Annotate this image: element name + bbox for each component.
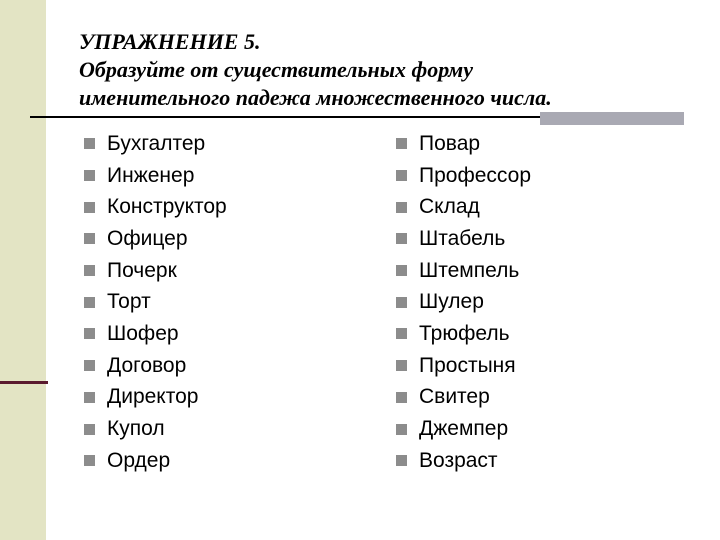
word: Профессор <box>419 163 532 187</box>
square-bullet-icon <box>396 233 407 244</box>
word: Купол <box>107 417 165 441</box>
list-item <box>84 128 227 160</box>
square-bullet-icon <box>396 138 407 149</box>
word: Шулер <box>419 290 484 314</box>
word: Джемпер <box>419 417 509 441</box>
word: Директор <box>107 385 199 409</box>
word: Почерк <box>107 258 177 282</box>
square-bullet-icon <box>84 455 95 466</box>
square-bullet-icon <box>84 297 95 308</box>
square-bullet-icon <box>84 424 95 435</box>
left-bar-accent-line <box>0 381 48 384</box>
list-item <box>396 382 531 414</box>
list-item <box>396 445 531 477</box>
exercise-heading: УПРАЖНЕНИЕ 5. <box>79 29 261 54</box>
list-item <box>84 191 227 223</box>
word: Офицер <box>107 226 188 250</box>
list-item <box>84 255 227 287</box>
square-bullet-icon <box>396 265 407 276</box>
list-item <box>396 286 531 318</box>
left-decorative-bar <box>0 0 46 540</box>
list-item <box>396 223 531 255</box>
list-item <box>84 382 227 414</box>
word: Шофер <box>107 321 179 345</box>
word: Конструктор <box>107 195 227 219</box>
list-item <box>396 160 531 192</box>
instruction-line-2: именительного падежа множественного числа. <box>79 85 552 110</box>
square-bullet-icon <box>396 328 407 339</box>
word: Ордер <box>107 448 171 472</box>
word: Бухгалтер <box>107 131 206 155</box>
word: Повар <box>419 131 481 155</box>
word: Штабель <box>419 226 506 250</box>
list-item <box>396 128 531 160</box>
instruction-line-1: Образуйте от существительных форму <box>79 57 473 82</box>
square-bullet-icon <box>396 392 407 403</box>
square-bullet-icon <box>396 297 407 308</box>
list-item <box>396 413 531 445</box>
word: Трюфель <box>419 321 510 345</box>
list-item <box>84 350 227 382</box>
list-item <box>396 350 531 382</box>
square-bullet-icon <box>396 455 407 466</box>
word: Простыня <box>419 353 516 377</box>
right-word-list <box>396 128 531 477</box>
square-bullet-icon <box>84 360 95 371</box>
square-bullet-icon <box>84 392 95 403</box>
list-item <box>84 413 227 445</box>
list-item <box>84 445 227 477</box>
square-bullet-icon <box>84 138 95 149</box>
slide-title <box>79 28 699 112</box>
square-bullet-icon <box>84 328 95 339</box>
list-item <box>84 160 227 192</box>
word: Штемпель <box>419 258 520 282</box>
word: Договор <box>107 353 187 377</box>
word: Свитер <box>419 385 490 409</box>
square-bullet-icon <box>396 202 407 213</box>
word: Склад <box>419 195 480 219</box>
list-item <box>396 191 531 223</box>
list-item <box>84 318 227 350</box>
square-bullet-icon <box>84 202 95 213</box>
word: Торт <box>107 290 151 314</box>
word: Возраст <box>419 448 498 472</box>
square-bullet-icon <box>396 170 407 181</box>
square-bullet-icon <box>396 360 407 371</box>
list-item <box>84 223 227 255</box>
square-bullet-icon <box>84 233 95 244</box>
word: Инженер <box>107 163 195 187</box>
title-divider-block <box>540 112 684 125</box>
square-bullet-icon <box>396 424 407 435</box>
list-item <box>84 286 227 318</box>
square-bullet-icon <box>84 170 95 181</box>
square-bullet-icon <box>84 265 95 276</box>
list-item <box>396 255 531 287</box>
list-item <box>396 318 531 350</box>
left-word-list <box>84 128 227 477</box>
